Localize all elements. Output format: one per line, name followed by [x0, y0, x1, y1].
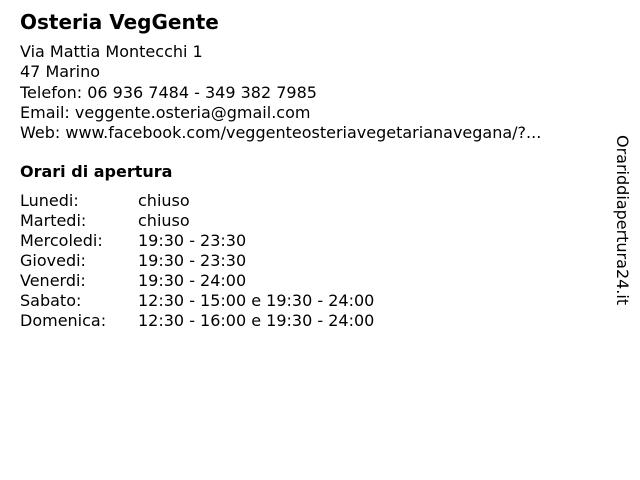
- hours-day: Domenica:: [20, 311, 107, 331]
- address-city: 47 Marino: [20, 62, 101, 82]
- hours-row-sunday: [20, 311, 600, 331]
- hours-row-wednesday: [20, 231, 600, 251]
- hours-day: Martedi:: [20, 211, 87, 231]
- email-line: [20, 103, 600, 123]
- phone-label: Telefon:: [20, 82, 83, 102]
- phone-line: [20, 83, 600, 103]
- hours-time: 19:30 - 23:30: [138, 231, 247, 251]
- address-street: Via Mattia Montecchi 1: [20, 42, 203, 61]
- hours-day: Lunedi:: [20, 191, 79, 211]
- hours-row-thursday: [20, 251, 600, 271]
- opening-hours-title: Orari di apertura: [20, 162, 173, 182]
- hours-row-saturday: [20, 291, 600, 311]
- hours-time: 12:30 - 15:00 e 19:30 - 24:00: [138, 291, 375, 311]
- restaurant-name: Osteria VegGente: [20, 10, 219, 34]
- opening-hours-list: [20, 191, 600, 331]
- email-link[interactable]: veggente.osteria@gmail.com: [74, 102, 311, 122]
- site-watermark-text: Orariddiapertura24.it: [613, 135, 632, 306]
- web-label: Web:: [20, 123, 61, 143]
- hours-time: 12:30 - 16:00 e 19:30 - 24:00: [138, 311, 375, 331]
- hours-time: chiuso: [138, 191, 190, 211]
- hours-row-friday: [20, 271, 600, 291]
- hours-row-tuesday: [20, 211, 600, 231]
- hours-time: 19:30 - 24:00: [138, 271, 247, 291]
- hours-day: Mercoledi:: [20, 231, 103, 251]
- phone-value: 06 936 7484 - 349 382 7985: [87, 82, 317, 102]
- email-label: Email:: [20, 102, 70, 122]
- web-link[interactable]: www.facebook.com/veggenteosteriavegetarianavegana/?...: [65, 123, 542, 143]
- hours-time: chiuso: [138, 211, 190, 231]
- hours-time: 19:30 - 23:30: [138, 251, 247, 271]
- hours-row-monday: [20, 191, 600, 211]
- hours-day: Venerdi:: [20, 271, 86, 291]
- hours-day: Giovedi:: [20, 251, 86, 271]
- web-line: [20, 123, 600, 143]
- hours-day: Sabato:: [20, 291, 82, 311]
- restaurant-card: [20, 10, 600, 331]
